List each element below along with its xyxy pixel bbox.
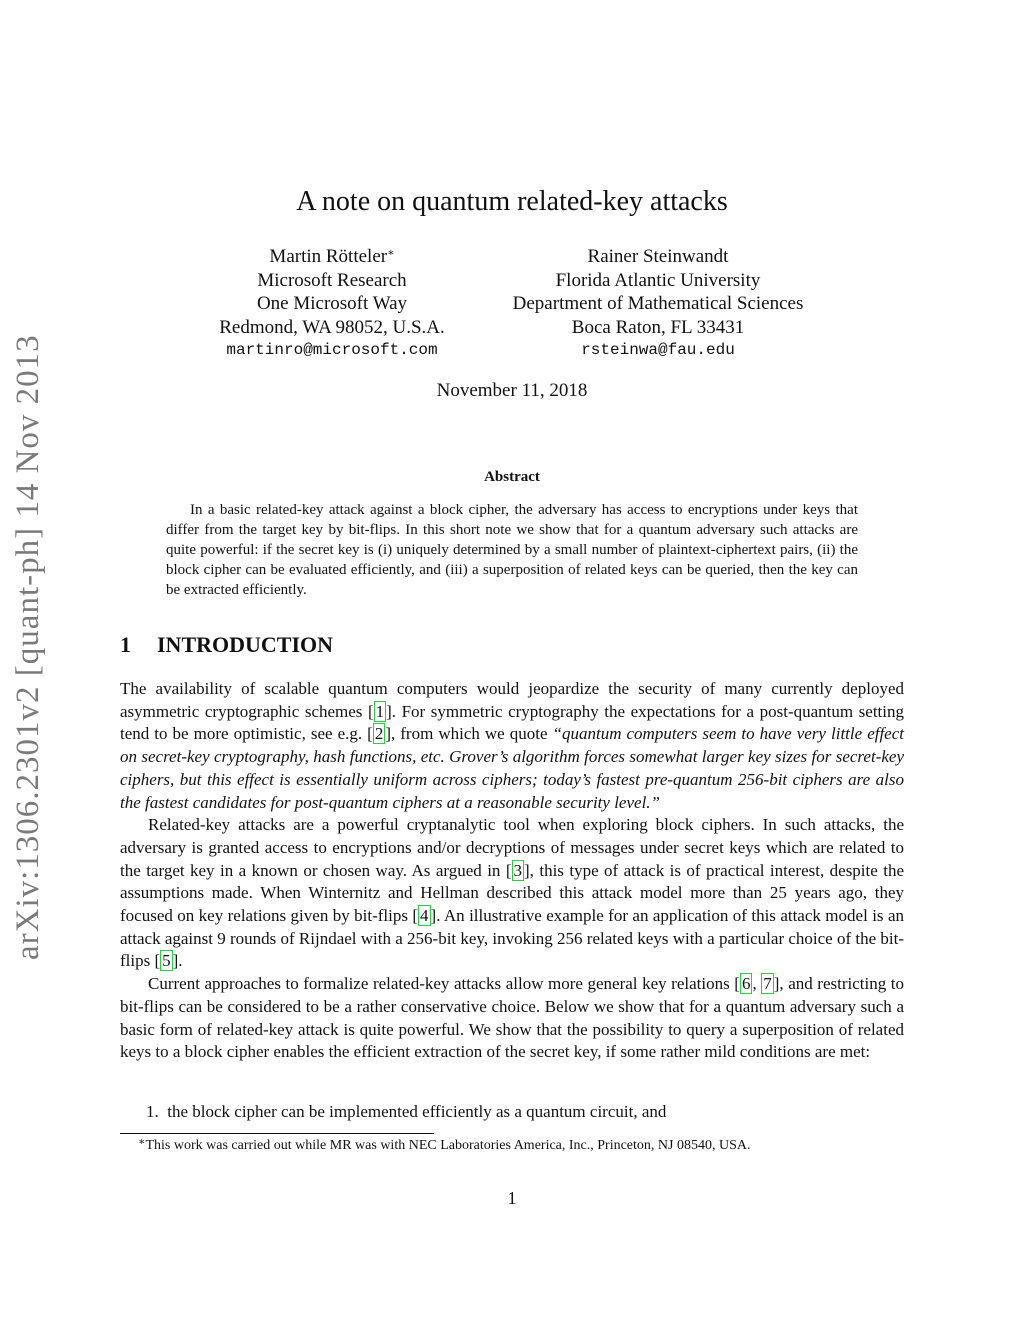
paragraph-2: Related-key attacks are a powerful cryptanalytic tool when exploring block ciphers. In such attacks, the adversary is granted access to encryptions and/or decryptions of messages under secret keys which are related to the target key in a known or chosen way. As argued in [ 3 ], this type of attack is of practical interest, despite the assumptions made. When Winternitz and Hellman described this attack model more than 25 years ago, they focused on key relations given by bit-flips [ 4 ]. An illustrative example for an application of this attack model is an attack against 9 rounds of Rijndael with a 256-bit key, invoking 256 related keys with a particular choice of the bit-flips [ 5 ]. (120, 815, 904, 971)
abstract-heading: Abstract (484, 469, 540, 485)
list-marker: 1. (146, 1102, 159, 1121)
author-address-line-2: Redmond, WA 98052, U.S.A. (219, 316, 445, 338)
citation-link[interactable]: 2 (374, 724, 384, 744)
list-item (146, 1102, 906, 1122)
author-block-1 (182, 245, 482, 363)
citation-link[interactable]: 7 (763, 974, 772, 994)
abstract-text: In a basic related-key attack against a block cipher, the adversary has access to encryptions under keys that differ from the target key by bit-flips. In this short note we show that for a quantum adversary such attacks are quite powerful: if the secret key is (i) uniquely determined by a small number of plaintext-ciphertext pairs, (ii) the block cipher can be evaluated efficiently, and (iii) a superposition of related keys can be queried, then the key can be extracted efficiently. (166, 502, 858, 598)
citation-link[interactable]: 4 (420, 906, 429, 926)
footnote (138, 1138, 908, 1154)
section-number: 1 (120, 632, 131, 657)
author-block-2 (478, 245, 838, 363)
section-heading (120, 632, 333, 658)
paragraph-1: The availability of scalable quantum computers would jeopardize the security of many currently deployed asymmetric cryptographic schemes [ 1 ]. For symmetric cryptography the expectations for a post-quantum setting tend to be more optimistic, see e.g. [ 2 ], from which we quote “quantum computers seem to have very little effect on secret-key cryptography, hash functions, etc. Grover’s algorithm forces somewhat larger key sizes for secret-key ciphers, but this effect is essentially uniform across ciphers; today’s fastest pre-quantum 256-bit ciphers are also the fastest candidates for post-quantum ciphers at a reasonable security level.” (120, 679, 904, 812)
footnote-mark: ∗ (387, 247, 395, 259)
list-item-text: the block cipher can be implemented efficiently as a quantum circuit, and (167, 1102, 667, 1121)
author-affiliation-1: Microsoft Research (257, 269, 407, 291)
citation-link[interactable]: 3 (513, 860, 523, 880)
author-address-line-2: Boca Raton, FL 33431 (571, 316, 745, 338)
body-text (120, 678, 904, 1064)
author-address-line-1: Department of Mathematical Sciences (512, 293, 804, 314)
author-email-1: martinro@microsoft.com (226, 341, 438, 359)
footnote-mark: ∗ (138, 1136, 146, 1148)
citation-link[interactable]: 6 (741, 974, 751, 994)
author-email-2: rsteinwa@fau.edu (581, 341, 735, 359)
citation-link[interactable]: 5 (162, 951, 171, 971)
citation-link[interactable]: 1 (375, 701, 385, 721)
paragraph-3: Current approaches to formalize related-key attacks allow more general key relations [ 6 , 7 ], and restricting to bit-flips can be considered to be a rather conservative choice. Below we show that for a quantum adversary such a basic form of related-key attack is quite powerful. We show that the possibility to query a superposition of related keys to a block cipher enables the efficient extraction of the secret key, if some rather mild conditions are met: (120, 974, 905, 1062)
author-address-line-1: One Microsoft Way (256, 293, 408, 314)
footnote-divider (120, 1133, 434, 1134)
section-title: INTRODUCTION (157, 632, 334, 657)
paper-title: A note on quantum related-key attacks (296, 186, 728, 217)
author-name-1: Martin Rötteler∗ (269, 246, 395, 267)
quotation: “quantum computers seem to have very little effect on secret-key cryptography, hash functions, etc. Grover’s algorithm forces somewhat larger key sizes for secret-key ciphers, but this effect is essentially uniform across ciphers; today’s fastest pre-quantum 256-bit ciphers are also the fastest candidates for post-quantum ciphers at a reasonable security level.” (120, 724, 904, 812)
author-name-2: Rainer Steinwandt (587, 246, 729, 267)
page-number: 1 (507, 1188, 517, 1208)
paper-date: November 11, 2018 (436, 380, 588, 401)
arxiv-identifier: arXiv:1306.2301v2 [quant-ph] 14 Nov 2013 (10, 334, 46, 960)
author-affiliation-2: Florida Atlantic University (555, 269, 761, 291)
footnote-text: This work was carried out while MR was with NEC Laboratories America, Inc., Princeton, NJ 08540, USA. (145, 1138, 751, 1153)
